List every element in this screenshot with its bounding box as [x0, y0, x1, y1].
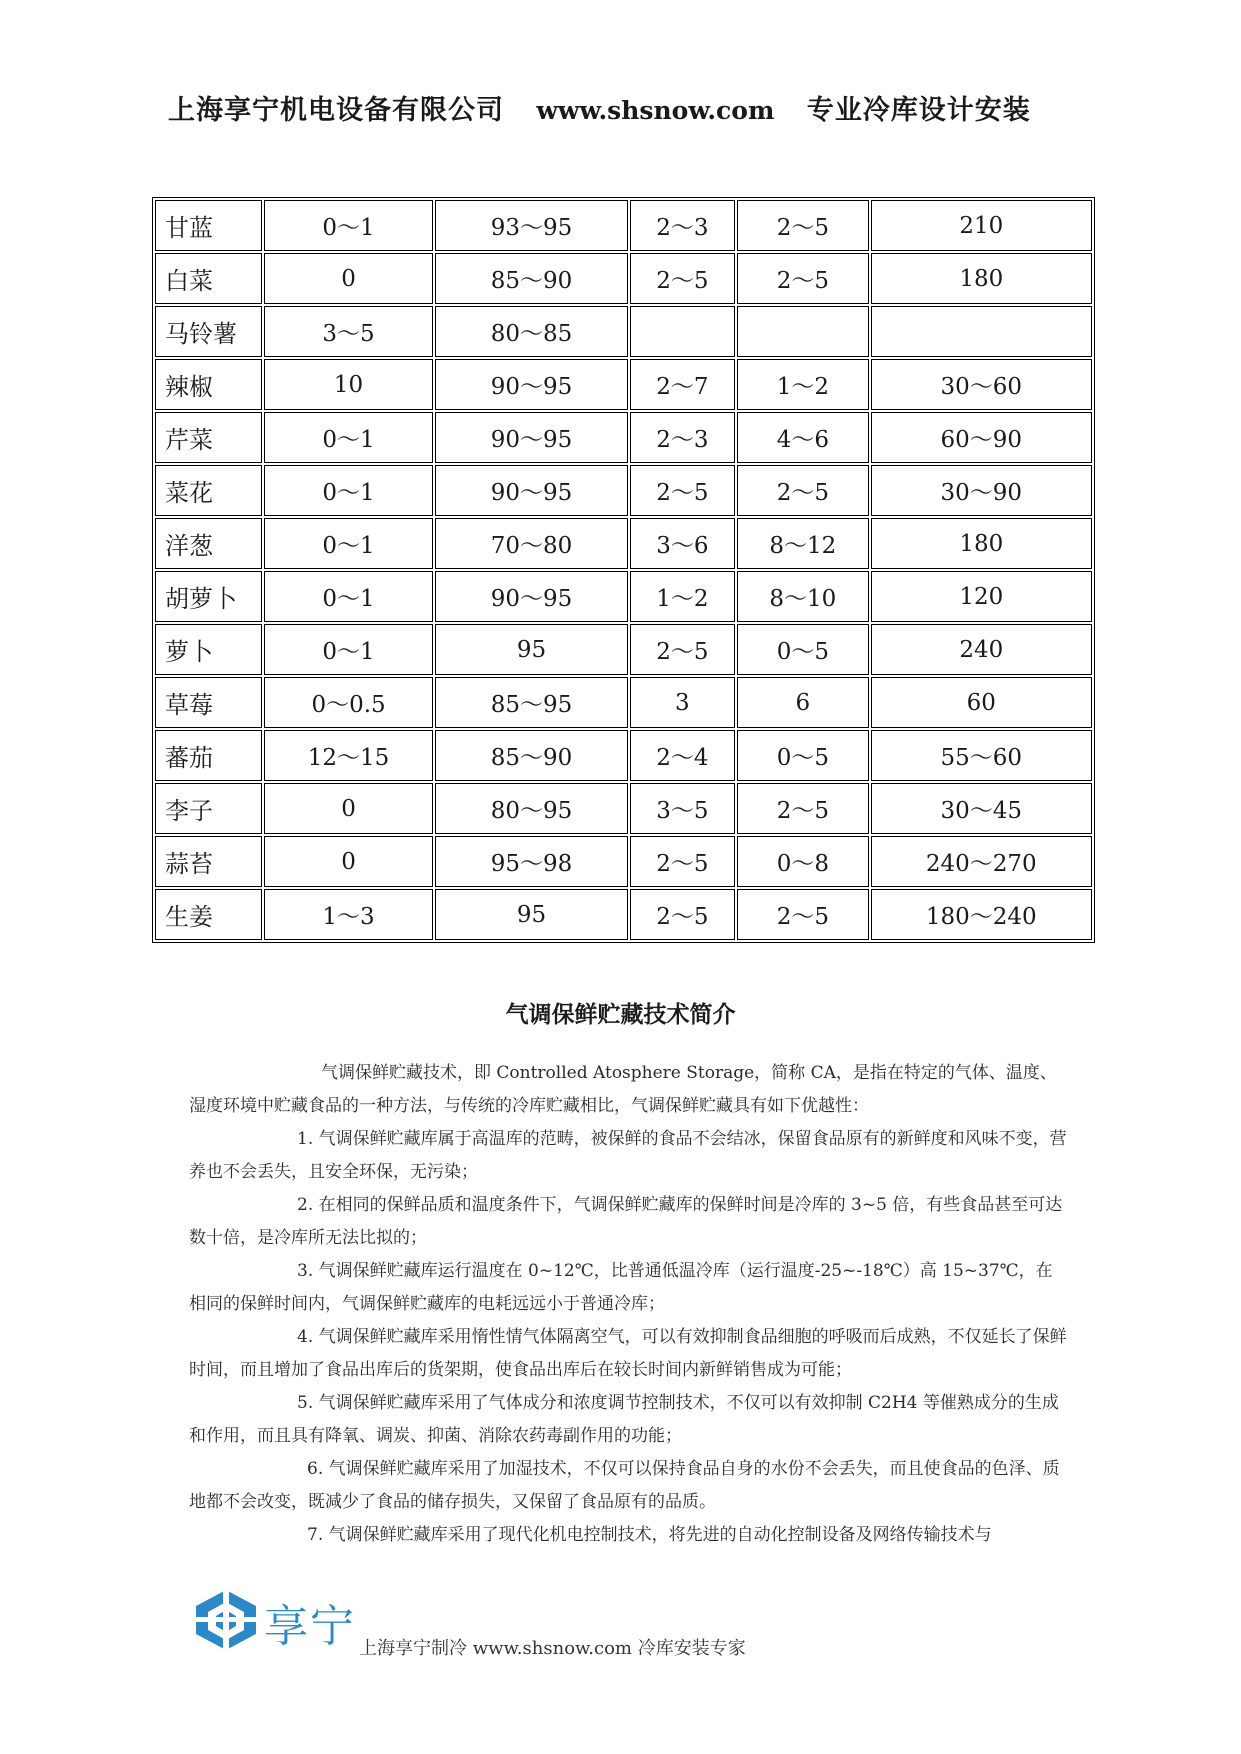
table-cell: 2～3 — [630, 200, 736, 251]
logo-text: 享宁 — [264, 1601, 356, 1652]
produce-storage-table-wrapper — [152, 197, 1095, 943]
footer-tagline: 上海享宁制冷 www.shsnow.com 冷库安装专家 — [359, 1638, 746, 1659]
table-cell: 80～85 — [435, 306, 627, 357]
list-item-7: 7. 气调保鲜贮藏库采用了现代化机电控制技术，将先进的自动化控制设备及网络传输技术与 — [307, 1525, 992, 1545]
table-row — [155, 359, 1092, 410]
table-cell: 30～90 — [871, 465, 1092, 516]
table-cell: 0～1 — [264, 465, 434, 516]
table-cell: 180 — [871, 518, 1092, 569]
table-cell: 1～2 — [737, 359, 868, 410]
produce-name-cell: 胡萝卜 — [155, 571, 262, 622]
table-row — [155, 624, 1092, 675]
page-footer — [190, 1588, 1090, 1668]
company-logo — [190, 1588, 360, 1652]
header-slogan: 专业冷库设计安装 — [806, 95, 1031, 126]
produce-storage-table — [152, 197, 1095, 943]
produce-name-cell: 马铃薯 — [155, 306, 262, 357]
list-item-1: 1. 气调保鲜贮藏库属于高温库的范畴，被保鲜的食品不会结冰，保留食品原有的新鲜度和风味不变，营养也不会丢失，且安全环保，无污染； — [189, 1129, 1067, 1182]
produce-name-cell: 芹菜 — [155, 412, 262, 463]
table-cell: 95 — [435, 889, 627, 940]
table-cell: 2～5 — [630, 889, 736, 940]
produce-name-cell: 辣椒 — [155, 359, 262, 410]
produce-name-cell: 菜花 — [155, 465, 262, 516]
table-cell: 0～8 — [737, 836, 868, 887]
table-row — [155, 730, 1092, 781]
table-cell: 0 — [264, 783, 434, 834]
table-cell: 85～90 — [435, 253, 627, 304]
produce-name-cell: 生姜 — [155, 889, 262, 940]
page-header — [168, 88, 1088, 132]
table-row — [155, 836, 1092, 887]
table-cell: 2～5 — [737, 465, 868, 516]
table-cell: 2～3 — [630, 412, 736, 463]
table-cell: 1～2 — [630, 571, 736, 622]
list-item-4: 4. 气调保鲜贮藏库采用惰性情气体隔离空气，可以有效抑制食品细胞的呼吸而后成熟，不仅延长了保鲜时间，而且增加了食品出库后的货架期，使食品出库后在较长时间内新鲜销售成为可能； — [189, 1327, 1067, 1380]
table-cell: 210 — [871, 200, 1092, 251]
table-row — [155, 518, 1092, 569]
table-row — [155, 677, 1092, 728]
table-cell: 0 — [264, 836, 434, 887]
table-row — [155, 465, 1092, 516]
table-cell: 2～7 — [630, 359, 736, 410]
table-cell: 60 — [871, 677, 1092, 728]
table-cell: 80～95 — [435, 783, 627, 834]
table-cell: 90～95 — [435, 465, 627, 516]
table-row — [155, 253, 1092, 304]
table-row — [155, 783, 1092, 834]
produce-name-cell: 蒜苔 — [155, 836, 262, 887]
table-cell: 90～95 — [435, 359, 627, 410]
produce-name-cell: 蕃茄 — [155, 730, 262, 781]
header-url[interactable]: www.shsnow.com — [536, 96, 775, 125]
table-cell: 8～12 — [737, 518, 868, 569]
table-cell: 70～80 — [435, 518, 627, 569]
list-item-5: 5. 气调保鲜贮藏库采用了气体成分和浓度调节控制技术，不仅可以有效抑制 C2H4 等催熟成分的生成和作用，而且具有降氧、调炭、抑菌、消除农药毒副作用的功能； — [189, 1393, 1059, 1446]
table-cell — [737, 306, 868, 357]
table-cell: 0～5 — [737, 730, 868, 781]
table-cell — [871, 306, 1092, 357]
table-row — [155, 306, 1092, 357]
hexagon-logo-icon — [190, 1588, 262, 1652]
table-cell: 3～5 — [630, 783, 736, 834]
table-cell: 0～5 — [737, 624, 868, 675]
table-cell: 120 — [871, 571, 1092, 622]
table-cell: 2～5 — [630, 836, 736, 887]
table-cell: 2～5 — [737, 783, 868, 834]
table-cell: 95 — [435, 624, 627, 675]
table-cell: 2～5 — [737, 200, 868, 251]
list-item-6: 6. 气调保鲜贮藏库采用了加湿技术，不仅可以保持食品自身的水份不会丢失，而且使食品的色泽、质地都不会改变，既减少了食品的储存损失，又保留了食品原有的品质。 — [189, 1459, 1060, 1512]
table-cell: 4～6 — [737, 412, 868, 463]
table-row — [155, 412, 1092, 463]
table-cell: 0～1 — [264, 412, 434, 463]
table-cell: 30～60 — [871, 359, 1092, 410]
produce-name-cell: 草莓 — [155, 677, 262, 728]
table-cell: 6 — [737, 677, 868, 728]
company-name: 上海享宁机电设备有限公司 — [168, 95, 504, 126]
table-cell: 240～270 — [871, 836, 1092, 887]
list-item-3: 3. 气调保鲜贮藏库运行温度在 0~12℃，比普通低温冷库（运行温度-25~-18℃）高 15~37℃，在相同的保鲜时间内，气调保鲜贮藏库的电耗远远小于普通冷库； — [189, 1261, 1053, 1314]
list-item-2: 2. 在相同的保鲜品质和温度条件下，气调保鲜贮藏库的保鲜时间是冷库的 3~5 倍，有些食品甚至可达数十倍，是冷库所无法比拟的； — [189, 1195, 1063, 1248]
table-cell: 85～95 — [435, 677, 627, 728]
produce-name-cell: 萝卜 — [155, 624, 262, 675]
table-cell: 1～3 — [264, 889, 434, 940]
table-row — [155, 571, 1092, 622]
table-cell: 60～90 — [871, 412, 1092, 463]
table-cell: 180～240 — [871, 889, 1092, 940]
produce-name-cell: 李子 — [155, 783, 262, 834]
table-cell: 0～1 — [264, 571, 434, 622]
table-cell: 2～5 — [737, 889, 868, 940]
table-cell: 3 — [630, 677, 736, 728]
table-cell: 55～60 — [871, 730, 1092, 781]
table-cell: 93～95 — [435, 200, 627, 251]
table-cell — [630, 306, 736, 357]
table-cell: 180 — [871, 253, 1092, 304]
table-cell: 240 — [871, 624, 1092, 675]
table-cell: 90～95 — [435, 412, 627, 463]
intro-paragraph: 气调保鲜贮藏技术，即 Controlled Atosphere Storage，简称 CA，是指在特定的气体、温度、湿度环境中贮藏食品的一种方法，与传统的冷库贮藏相比，气调保鲜贮藏具有如下优越性： — [189, 1063, 1057, 1116]
table-cell: 12～15 — [264, 730, 434, 781]
table-cell: 8～10 — [737, 571, 868, 622]
table-cell: 30～45 — [871, 783, 1092, 834]
table-cell: 2～5 — [630, 465, 736, 516]
table-cell: 95～98 — [435, 836, 627, 887]
table-cell: 0～1 — [264, 624, 434, 675]
produce-name-cell: 甘蓝 — [155, 200, 262, 251]
table-row — [155, 200, 1092, 251]
section-body — [189, 1057, 1069, 1552]
table-cell: 2～4 — [630, 730, 736, 781]
table-cell: 2～5 — [630, 624, 736, 675]
table-row — [155, 889, 1092, 940]
produce-name-cell: 洋葱 — [155, 518, 262, 569]
table-cell: 3～5 — [264, 306, 434, 357]
table-cell: 0～0.5 — [264, 677, 434, 728]
table-cell: 85～90 — [435, 730, 627, 781]
table-cell: 0 — [264, 253, 434, 304]
table-cell: 2～5 — [630, 253, 736, 304]
table-cell: 2～5 — [737, 253, 868, 304]
table-cell: 0～1 — [264, 200, 434, 251]
table-cell: 0～1 — [264, 518, 434, 569]
table-cell: 3～6 — [630, 518, 736, 569]
table-cell: 10 — [264, 359, 434, 410]
produce-name-cell: 白菜 — [155, 253, 262, 304]
section-title: 气调保鲜贮藏技术简介 — [505, 1002, 736, 1028]
table-cell: 90～95 — [435, 571, 627, 622]
